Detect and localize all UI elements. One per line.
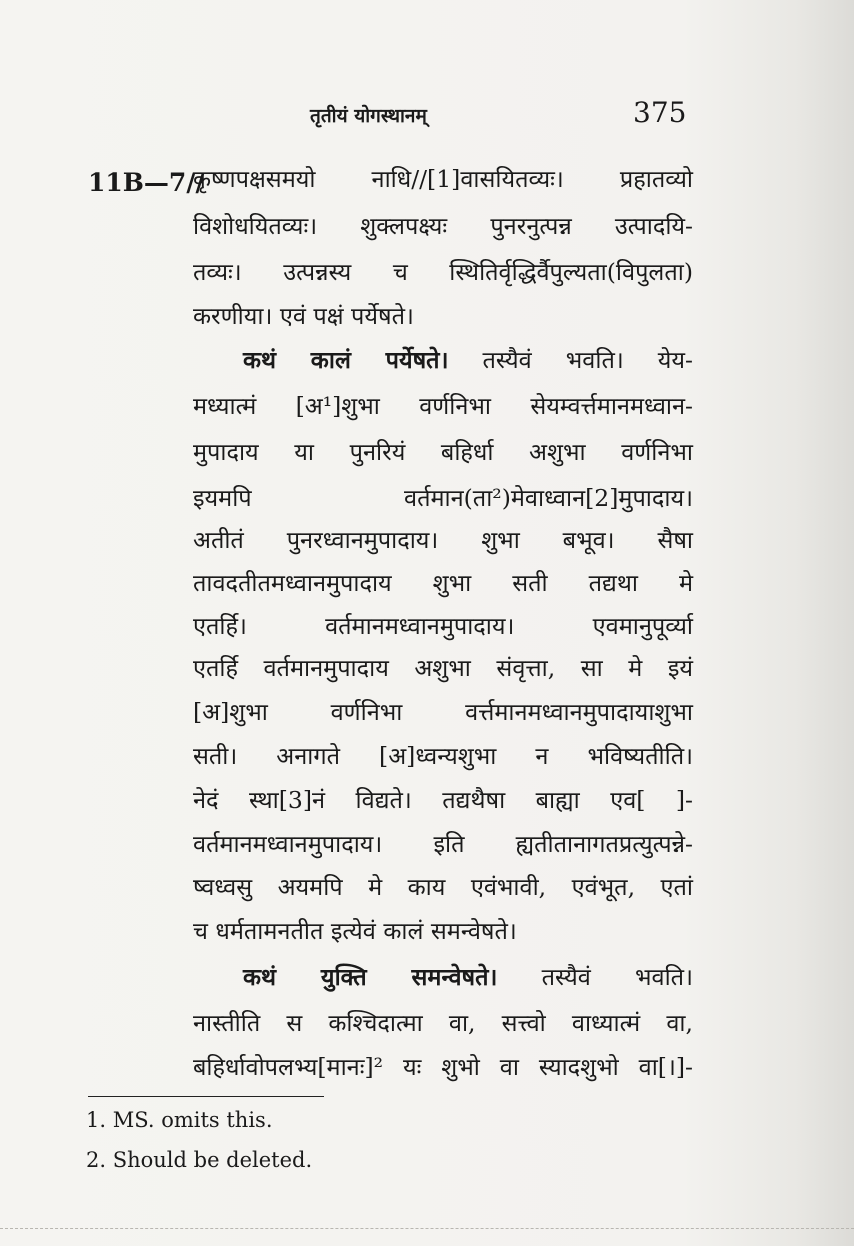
section-heading-yukti: कथं युक्ति समन्वेषते। [243,963,498,991]
footnote-rule [88,1096,324,1097]
text-line: नेदं स्था[3]नं विद्यते। तद्यथैषा बाह्या एव[ ]- [193,786,693,814]
text-line: तव्यः। उत्पन्नस्य च स्थितिर्वृद्धिर्वैपुल्यता(विपुलता) [193,258,693,286]
text-line: मुपादाय या पुनरियं बहिर्धा अशुभा वर्णनिभा [193,438,693,466]
text-line-segment: तस्यैवं भवति। येय- [482,346,693,374]
paragraph-line [243,960,693,994]
text-line: वर्तमानमध्वानमुपादाय। इति ह्यतीतानागतप्रत्युत्पन्ने- [193,830,693,858]
text-line: [अ]शुभा वर्णनिभा वर्त्तमानमध्वानमुपादायाशुभा [193,698,693,726]
running-head: तृतीयं योगस्थानम् [310,105,427,127]
text-line-segment: तस्यैवं भवति। [541,963,693,991]
text-line: इयमपि वर्तमान(ता²)मेवाध्वान[2]मुपादाय। [193,484,693,512]
footnote-2: 2. Should be deleted. [86,1148,313,1172]
text-line: अतीतं पुनरध्वानमुपादाय। शुभा बभूव। सैषा [193,526,693,554]
footnote-1: 1. MS. omits this. [86,1108,273,1132]
text-line: नास्तीति स कश्चिदात्मा वा, सत्त्वो वाध्यात्मं वा, [193,1009,693,1037]
text-line: मध्यात्मं [अ¹]शुभा वर्णनिभा सेयम्वर्त्तमानमध्वान- [193,392,693,420]
text-line: कृष्णपक्षसमयो नाधि//[1]वासयितव्यः। प्रहातव्यो [193,165,693,193]
text-line: बहिर्धावोपलभ्य[मानः]² यः शुभो वा स्यादशुभो वा[।]- [193,1053,693,1081]
text-line: विशोधयितव्यः। शुक्लपक्ष्यः पुनरनुत्पन्न उत्पादयि- [193,212,693,240]
text-line: ष्वध्वसु अयमपि मे काय एवंभावी, एवंभूत, एतां [193,873,693,901]
text-line: च धर्मतामनतीत इत्येवं कालं समन्वेषते। [193,917,517,945]
paragraph-line [243,343,693,377]
text-line: एतर्हि वर्तमानमुपादाय अशुभा संवृत्ता, सा मे इयं [193,654,693,682]
folio-reference: 11B—7// [88,168,205,197]
page-number: 375 [633,96,687,129]
text-line: सती। अनागते [अ]ध्वन्यशुभा न भविष्यतीति। [193,742,693,770]
section-heading-kala: कथं कालं पर्येषते। [243,346,449,374]
text-line: करणीया। एवं पक्षं पर्येषते। [193,302,414,330]
scan-edge-line [0,1228,854,1229]
text-line: तावदतीतमध्वानमुपादाय शुभा सती तद्यथा मे [193,569,693,597]
text-line: एतर्हि। वर्तमानमध्वानमुपादाय। एवमानुपूर्व्या [193,612,693,640]
